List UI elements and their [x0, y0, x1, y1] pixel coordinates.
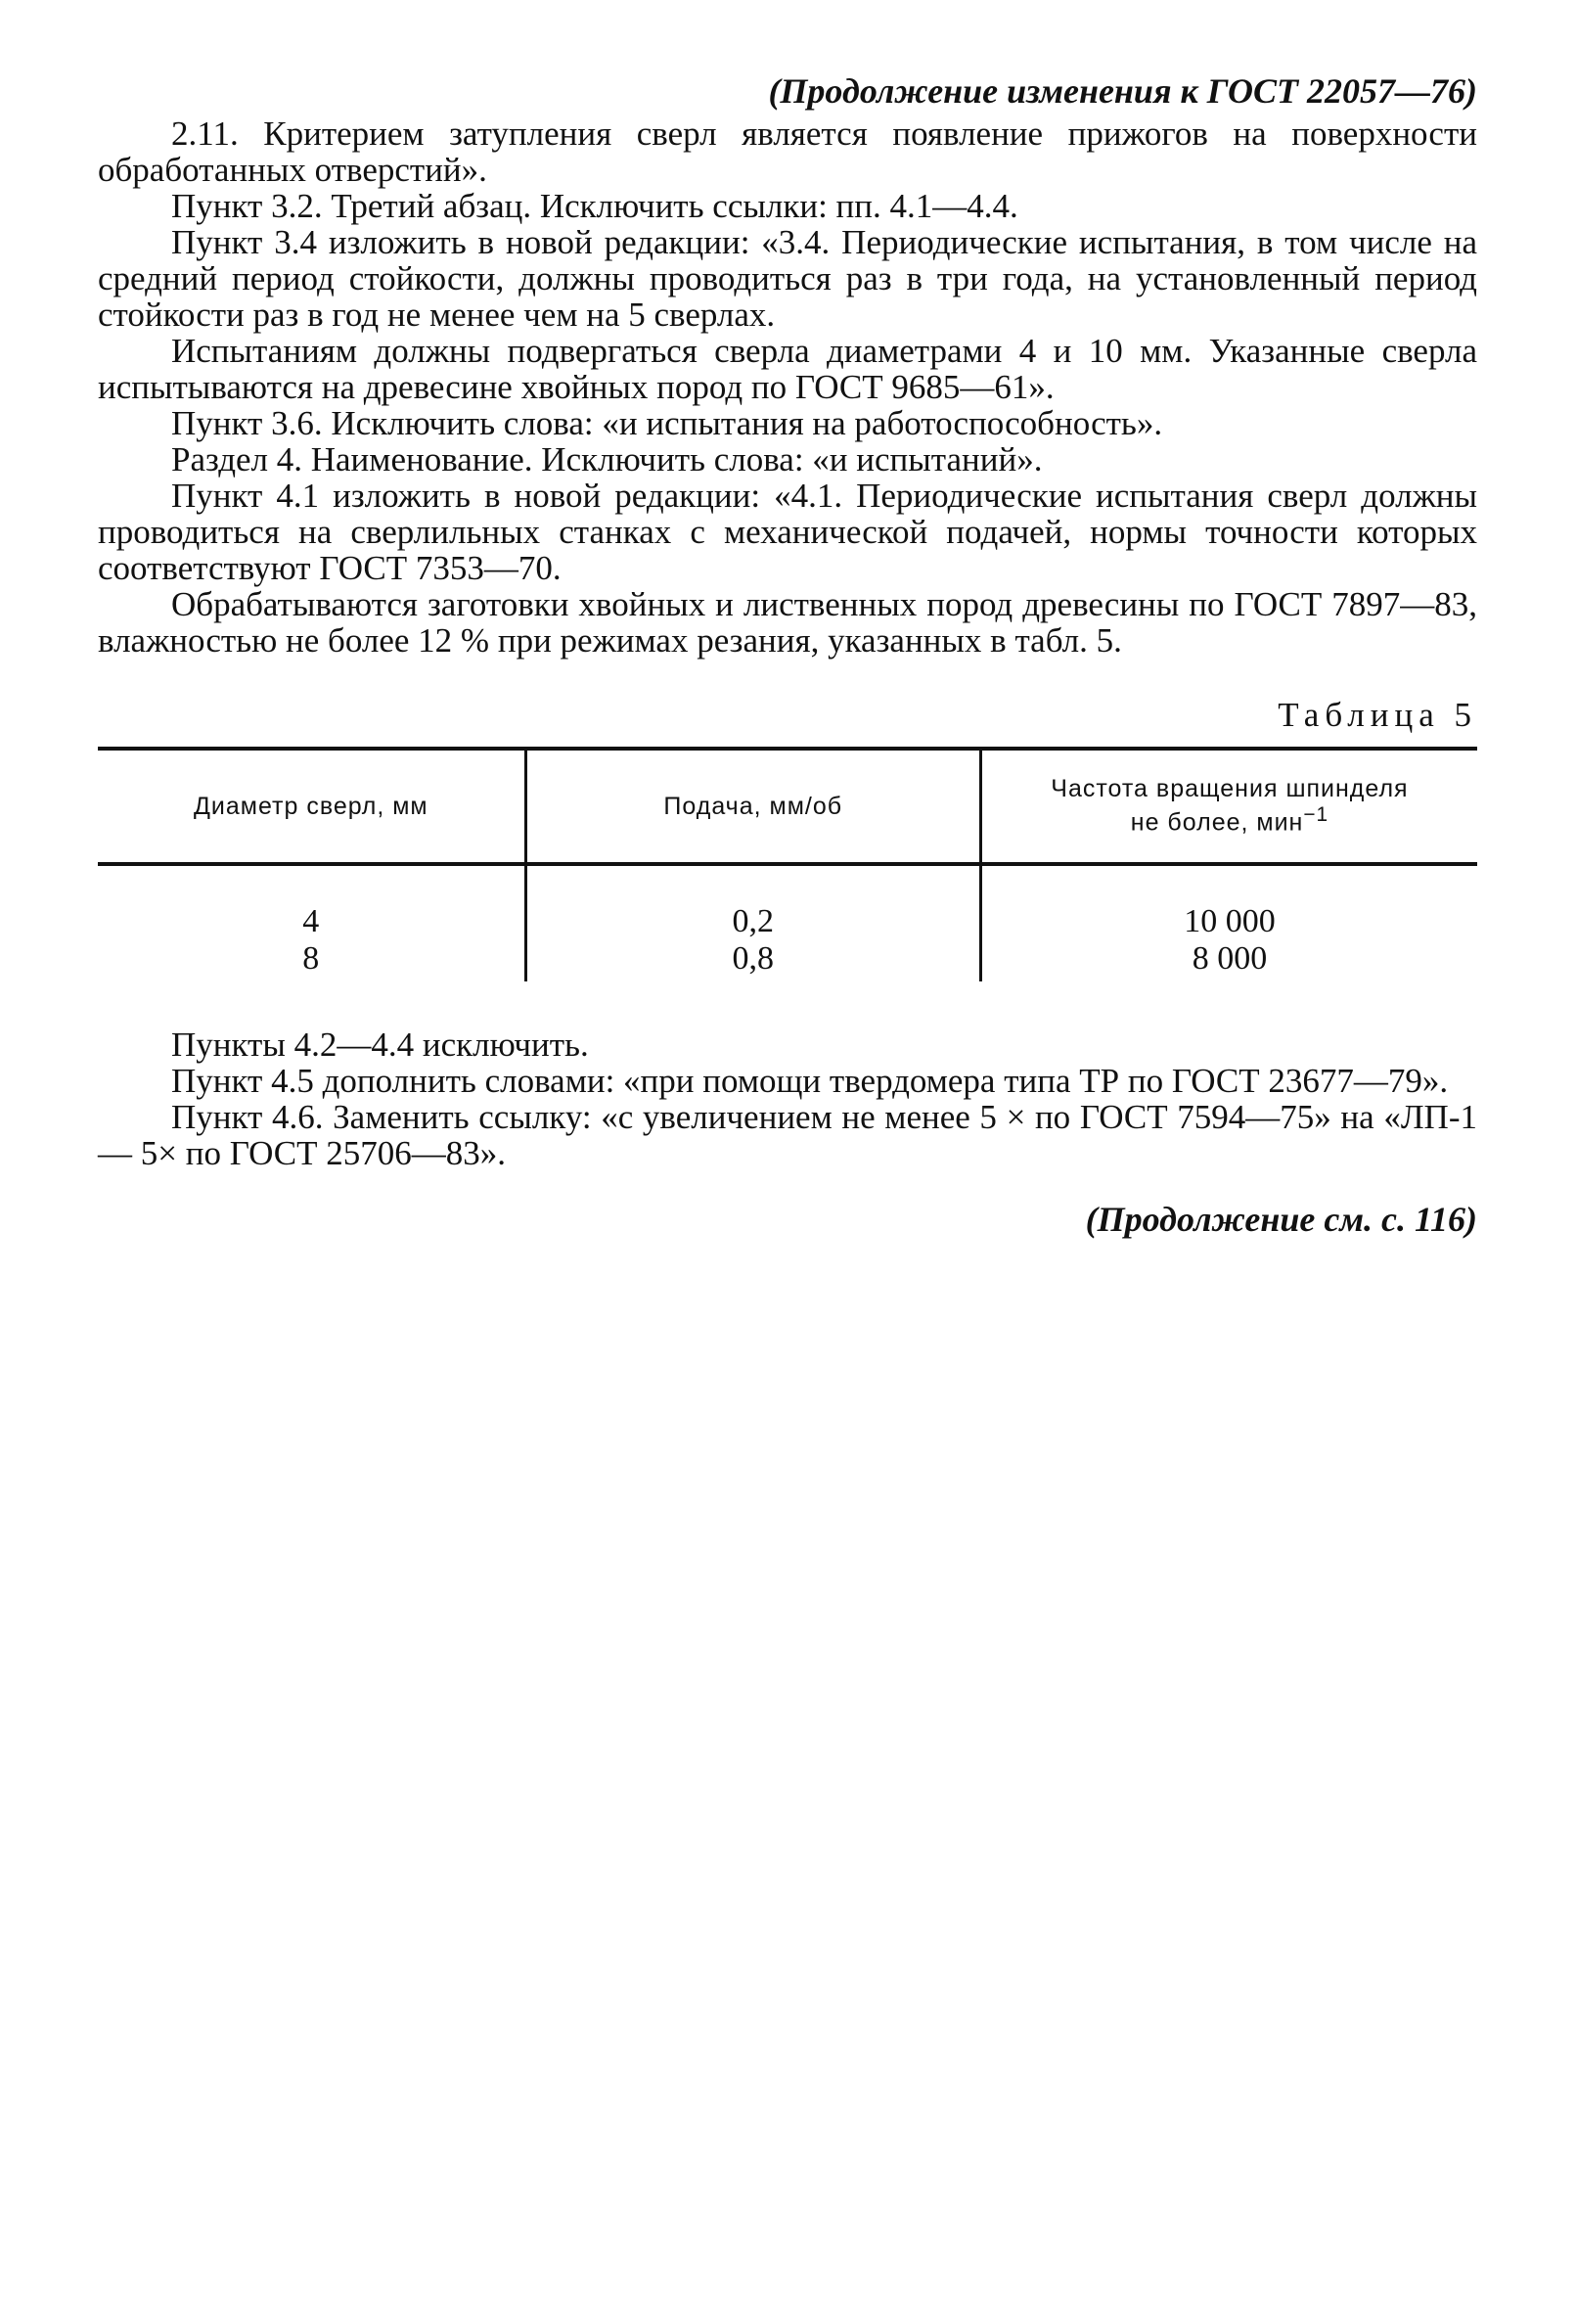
table-row	[98, 864, 1477, 940]
header-spindle-unit: не более, мин	[1130, 808, 1304, 837]
paragraph-section-4: Раздел 4. Наименование. Исключить слова: «и испытаний».	[171, 440, 1043, 478]
paragraph-4-2-4-4: Пункты 4.2—4.4 исключить.	[171, 1025, 589, 1064]
header-spindle-line2	[992, 803, 1467, 837]
paragraph-3-2: Пункт 3.2. Третий абзац. Исключить ссылки: пп. 4.1—4.4.	[171, 187, 1018, 225]
cell-diameter: 4	[302, 903, 320, 939]
table-header-row	[98, 749, 1477, 864]
paragraph-4-5: Пункт 4.5 дополнить словами: «при помощи твердомера типа ТР по ГОСТ 23677—79».	[171, 1062, 1449, 1100]
document-page	[98, 68, 1477, 1242]
paragraph-4-1-continued: Обрабатываются заготовки хвойных и лиственных пород древесины по ГОСТ 7897—83, влажностью не более 12 % при режимах резания, указанных в табл. 5.	[98, 585, 1477, 660]
paragraph-4-1: Пункт 4.1 изложить в новой редакции: «4.1. Периодические испытания сверл должны проводиться на сверлильных станках с механической подачей, нормы точности которых соответствуют ГОСТ 7353—70.	[98, 477, 1477, 587]
cell-feed: 0,8	[525, 940, 980, 981]
paragraph-2-11: 2.11. Критерием затупления сверл является появление прижогов на поверхности обработанных отверстий».	[98, 114, 1477, 189]
header-spindle-sup: −1	[1303, 803, 1329, 827]
continuation-footer: (Продолжение см. с. 116)	[1085, 1200, 1477, 1239]
table-title: Таблица 5	[1278, 696, 1477, 734]
cell-feed: 0,2	[525, 864, 980, 940]
paragraph-3-6: Пункт 3.6. Исключить слова: «и испытания на работоспособность».	[171, 404, 1163, 442]
continuation-header: (Продолжение изменения к ГОСТ 22057—76)	[768, 71, 1477, 111]
paragraph-3-4: Пункт 3.4 изложить в новой редакции: «3.4. Периодические испытания, в том числе на средний период стойкости, должны проводиться раз в три года, на установленный период стойкости раз в год не менее чем на 5 сверлах.	[98, 223, 1477, 334]
paragraph-3-4-continued: Испытаниям должны подвергаться сверла диаметрами 4 и 10 мм. Указанные сверла испытываются на древесине хвойных пород по ГОСТ 9685—61».	[98, 332, 1477, 406]
header-spindle-line1: Частота вращения шпинделя	[1051, 775, 1409, 803]
after-table-section	[98, 1026, 1477, 1171]
header-feed: Подача, мм/об	[525, 749, 980, 864]
table-row	[98, 940, 1477, 981]
cell-speed: 10 000	[980, 864, 1477, 940]
cell-speed: 8 000	[980, 940, 1477, 981]
paragraph-4-6: Пункт 4.6. Заменить ссылку: «с увеличением не менее 5 × по ГОСТ 7594—75» на «ЛП-1 — 5× по ГОСТ 25706—83».	[98, 1098, 1477, 1172]
cell-diameter: 8	[302, 940, 320, 977]
header-spindle-speed	[980, 749, 1477, 864]
spec-table	[98, 747, 1477, 981]
header-diameter: Диаметр сверл, мм	[98, 749, 525, 864]
